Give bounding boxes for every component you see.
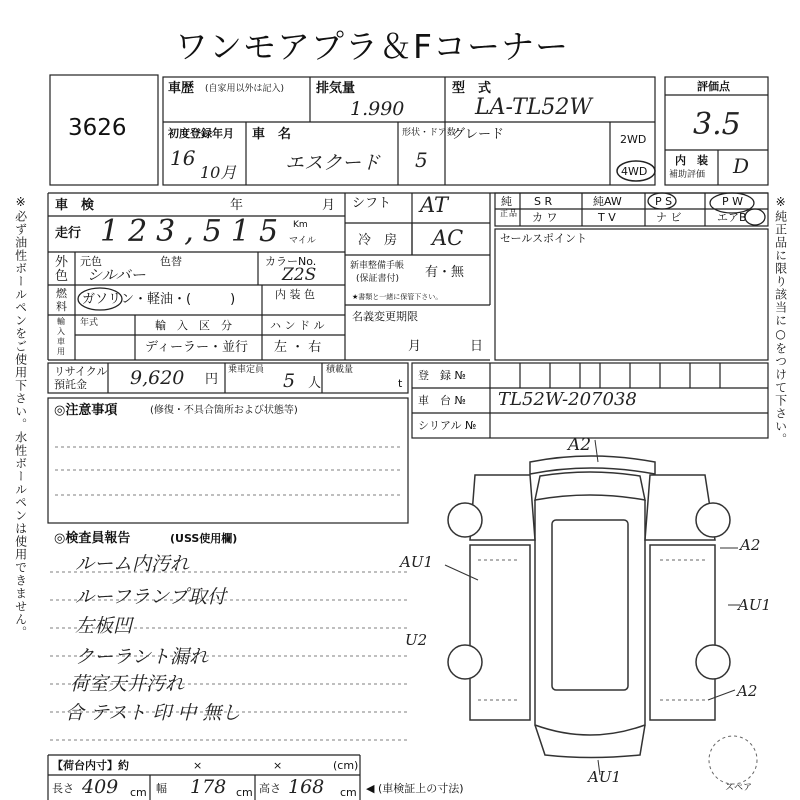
fuel-label-1: 燃 xyxy=(56,287,67,300)
doors-label: 形状・ドア数 xyxy=(402,128,456,138)
shift-label: シフト xyxy=(352,196,392,211)
name-change-month: 月 xyxy=(408,339,422,354)
mileage-km: Km xyxy=(293,220,308,230)
options-hin: 品 xyxy=(509,209,517,218)
width-label: 幅 xyxy=(156,782,167,795)
inspector-line-3: 左板凹 xyxy=(75,615,133,637)
width-value: 178 xyxy=(190,776,227,798)
sales-point-label: セールスポイント xyxy=(500,232,588,245)
color-no-value: Z2S xyxy=(282,265,317,285)
import-handle-options: 左 ・ 右 xyxy=(274,340,322,355)
height-label: 高さ xyxy=(259,782,281,795)
import-label-2: 入 xyxy=(57,327,65,336)
interior-label: 内 装 xyxy=(675,154,708,167)
displacement-value: 1.990 xyxy=(350,98,405,120)
option-ps: P S xyxy=(655,195,673,208)
inspection-year: 年 xyxy=(230,198,244,213)
import-handle-label: ハ ン ド ル xyxy=(270,319,325,332)
notes-label: ◎注意事項 xyxy=(54,403,118,418)
chassis-label: 車 台 № xyxy=(418,394,466,407)
model-code-label: 型 式 xyxy=(452,81,492,96)
car-name-label: 車 名 xyxy=(252,127,292,142)
manual-label: 新車整備手帳 xyxy=(350,261,405,271)
mark-front: A2 xyxy=(568,435,592,455)
exterior-change-label: 色替 xyxy=(160,255,182,268)
rating-label: 評価点 xyxy=(697,80,730,93)
aircon-value: AC xyxy=(432,226,464,250)
option-airbag: エアB xyxy=(717,211,747,224)
interior-value: D xyxy=(733,154,750,178)
option-leather: カ ワ xyxy=(532,211,558,224)
manual-value: 有・無 xyxy=(425,265,465,280)
side-note-left: ※必ず油性ボールペンをご使用下さい。水性ボールペンは使用できません。 xyxy=(13,195,28,639)
history-note: (自家用以外は記入) xyxy=(205,84,285,94)
grade-label: グレード xyxy=(452,127,505,142)
import-div-label: 輸 入 区 分 xyxy=(155,319,232,332)
chassis-value: TL52W-207038 xyxy=(498,389,637,410)
fuel-options: ガソリン・軽油・( ) xyxy=(82,292,236,307)
import-year-label: 年式 xyxy=(80,318,99,328)
import-label-1: 輸 xyxy=(57,317,65,326)
mark-right-mid: AU1 xyxy=(738,596,772,614)
notes-sub: (修復・不具合箇所および状態等) xyxy=(150,405,298,416)
inspection-label: 車 検 xyxy=(55,198,95,213)
inspector-line-2: ルーフランプ取付 xyxy=(75,586,227,608)
import-label-4: 用 xyxy=(57,347,65,356)
inspector-label: ◎検査員報告 xyxy=(54,531,131,546)
doors-value: 5 xyxy=(415,148,428,172)
inspector-line-4: クーラント漏れ xyxy=(75,646,209,668)
drive-4wd: 4WD xyxy=(621,165,648,178)
serial-label: シリアル № xyxy=(418,419,477,432)
recycle-value: 9,620 xyxy=(130,367,185,389)
interior-color-label: 内 装 色 xyxy=(275,288,315,301)
mark-left-mid: U2 xyxy=(405,631,428,649)
exterior-color-value: シルバー xyxy=(87,266,146,284)
length-label: 長さ xyxy=(52,782,74,795)
cargo-unit: (cm) xyxy=(333,759,359,772)
exterior-color-label: 色 xyxy=(55,269,69,284)
displacement-label: 排気量 xyxy=(316,81,356,96)
options-sei: 正 xyxy=(500,209,508,218)
mileage-label: 走行 xyxy=(55,226,82,241)
option-navi: ナ ビ xyxy=(656,211,682,224)
registration-label: 登 録 № xyxy=(418,369,466,382)
recycle-unit: 円 xyxy=(205,372,219,387)
name-change-label: 名義変更期限 xyxy=(352,310,418,323)
mileage-mile: マイル xyxy=(289,236,316,246)
manual-note: ★書類と一緒に保管下さい。 xyxy=(352,293,443,301)
inspector-line-5: 荷室天井汚れ xyxy=(70,673,185,695)
inspector-line-1: ルーム内汚れ xyxy=(75,553,190,575)
load-label: 積載量 xyxy=(326,365,354,375)
recycle-label-2: 預託金 xyxy=(54,378,87,391)
first-reg-year: 16 xyxy=(170,146,196,170)
name-change-day: 日 xyxy=(470,339,484,354)
exterior-original-label: 元色 xyxy=(80,255,102,268)
length-unit: cm xyxy=(130,786,147,799)
import-label-3: 車 xyxy=(57,337,65,346)
mark-right-bottom: A2 xyxy=(737,682,758,700)
mileage-value: 123,515 xyxy=(100,214,288,249)
car-name-value: エスクード xyxy=(285,152,381,174)
cargo-x1: × xyxy=(193,759,203,772)
inspector-sub: (USS使用欄) xyxy=(170,532,238,545)
drive-2wd: 2WD xyxy=(620,133,647,146)
page-title: ワンモアプラ＆Fコーナー xyxy=(175,27,569,66)
cargo-x2: × xyxy=(273,759,283,772)
height-value: 168 xyxy=(288,776,325,798)
first-reg-label: 初度登録年月 xyxy=(168,127,234,140)
color-no-label: カラーNo. xyxy=(265,255,317,268)
length-value: 409 xyxy=(82,776,119,798)
history-label: 車歴 xyxy=(168,81,195,96)
inspector-line-6: 合 テスト 印 中 無し xyxy=(65,702,241,724)
first-reg-month: 10月 xyxy=(200,163,237,182)
capacity-label: 乗車定員 xyxy=(228,365,265,375)
recycle-label-1: リサイクル xyxy=(54,365,108,378)
spare-label: スペア xyxy=(725,783,753,793)
option-pw: P W xyxy=(722,195,744,208)
option-tv: T V xyxy=(598,211,616,224)
inspection-month: 月 xyxy=(322,198,336,213)
manual-sub: (保証書付) xyxy=(356,274,400,284)
capacity-value: 5 xyxy=(283,370,296,392)
side-note-right: ※純正品に限り該当に○をつけて下さい。 xyxy=(773,195,788,446)
shift-value: AT xyxy=(420,193,449,217)
mark-left-top: AU1 xyxy=(400,553,434,571)
options-jun: 純 xyxy=(501,195,512,208)
rating-value: 3.5 xyxy=(693,107,741,142)
aircon-label: 冷 房 xyxy=(358,233,398,248)
fuel-label-2: 料 xyxy=(56,300,67,313)
option-aw: 純AW xyxy=(593,195,622,208)
width-unit: cm xyxy=(236,786,253,799)
capacity-unit: 人 xyxy=(308,376,322,391)
interior-sub: 補助評価 xyxy=(669,170,706,180)
height-unit: cm xyxy=(340,786,357,799)
mark-right-top: A2 xyxy=(740,536,761,554)
load-unit: t xyxy=(398,377,403,390)
model-code-value: LA-TL52W xyxy=(475,95,593,120)
mark-rear: AU1 xyxy=(588,768,622,786)
cargo-label: 【荷台内寸】約 xyxy=(52,759,129,772)
import-div-options: ディーラー・並行 xyxy=(145,340,248,355)
exterior-outer-label: 外 xyxy=(55,255,69,270)
option-sr: S R xyxy=(534,195,553,208)
lot-number: 3626 xyxy=(68,115,127,141)
dims-note: ◀ (車検証上の寸法) xyxy=(366,782,464,795)
